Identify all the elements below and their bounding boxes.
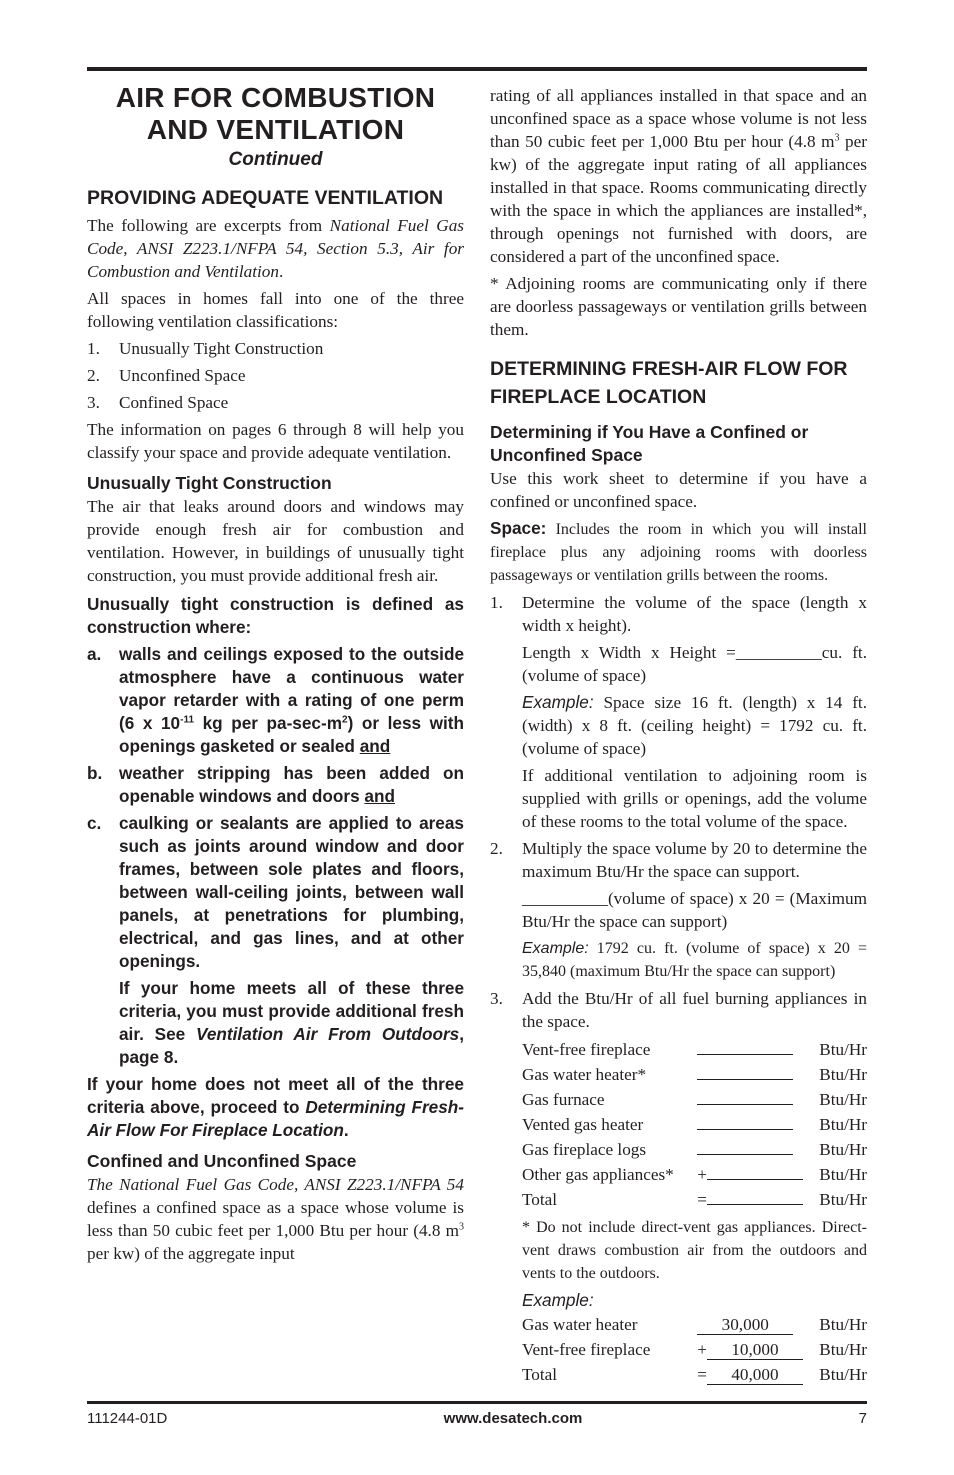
btu-field	[697, 1137, 815, 1162]
btu-field	[697, 1312, 815, 1337]
worksheet-row	[490, 1112, 867, 1137]
code-citation: The National Fuel Gas Code, ANSI Z223.1/NFPA 54	[87, 1175, 464, 1194]
continued-label: Continued	[228, 149, 323, 170]
text: kg per pa-sec-m	[194, 713, 342, 733]
paragraph	[490, 84, 867, 268]
example	[490, 691, 867, 760]
paragraph	[87, 977, 464, 1069]
criteria-a	[87, 643, 464, 758]
list-number: 1.	[87, 339, 100, 358]
text: .	[343, 1120, 349, 1140]
formula: Length x Width x Height =__________cu. ft. (volume of space)	[522, 643, 867, 685]
unit-label: Btu/Hr	[819, 1090, 867, 1109]
example-label: Example:	[522, 692, 594, 712]
list-letter: b.	[87, 763, 103, 783]
appliance-label: Vent-free fireplace	[522, 1340, 651, 1359]
paragraph: All spaces in homes fall into one of the three following ventilation classifications:	[87, 289, 464, 331]
criteria-b	[87, 762, 464, 808]
right-column	[490, 84, 867, 1387]
text: walls and ceilings exposed to the outside atmosphere have a continuous water vapor retarder with a rating of one perm (6 x 10	[119, 644, 464, 733]
title-line: AIR FOR COMBUSTION	[115, 82, 436, 113]
btu-field	[697, 1162, 815, 1187]
unit-label: Btu/Hr	[819, 1315, 867, 1334]
paragraph	[87, 214, 464, 283]
unit-label: Btu/Hr	[819, 1165, 867, 1184]
step-text: Multiply the space volume by 20 to determine the maximum Btu/Hr the space can support.	[522, 839, 867, 881]
btu-field	[697, 1112, 815, 1137]
btu-field	[697, 1037, 815, 1062]
worksheet-row	[490, 1337, 867, 1362]
footnote: * Adjoining rooms are communicating only if there are doorless passageways or ventilation grills between them.	[490, 274, 867, 339]
unit-label: Btu/Hr	[819, 1190, 867, 1209]
space-label: Space:	[490, 518, 547, 538]
superscript: -11	[180, 714, 195, 726]
paragraph: If additional ventilation to adjoining room is supplied with grills or openings, add the volume of these rooms to the total volume of the space.	[522, 766, 867, 831]
appliance-label: Gas water heater*	[522, 1065, 647, 1084]
operator: =	[697, 1365, 707, 1384]
reference: Determining Fresh-Air Flow For Fireplace Location	[87, 1097, 464, 1140]
text: 1792 cu. ft. (volume of space) x 20 = 35,840 (maximum Btu/Hr the space can support)	[522, 940, 867, 980]
section-heading: DETERMINING FRESH-AIR FLOW FOR FIREPLACE LOCATION	[490, 358, 848, 408]
page-title	[87, 82, 464, 146]
appliance-label: Total	[522, 1365, 558, 1384]
unit-label: Btu/Hr	[819, 1115, 867, 1134]
btu-value: 10,000	[707, 1341, 803, 1360]
text: Space size 16 ft. (length) x 14 ft. (width) x 8 ft. (ceiling height) = 1792 cu. ft. (volume of space)	[522, 693, 867, 758]
btu-field	[697, 1087, 815, 1112]
text: per kw) of the aggregate input rating of all appliances installed in that space. Rooms communicating directly with the space in which the appliances are installed*, through openings not furnished with doors, are considered a part of the unconfined space.	[490, 132, 868, 266]
text: .	[278, 262, 284, 281]
example-worksheet	[490, 1312, 867, 1387]
worksheet-row	[490, 1062, 867, 1087]
subheading: Confined and Unconfined Space	[87, 1151, 357, 1171]
example	[490, 937, 867, 983]
criteria-c	[87, 812, 464, 973]
list-text: Unconfined Space	[119, 366, 246, 385]
btu-value	[707, 1179, 803, 1180]
left-column	[87, 82, 464, 1269]
unit-label: Btu/Hr	[819, 1340, 867, 1359]
list-number: 1.	[490, 593, 503, 612]
btu-field	[697, 1062, 815, 1087]
unit-label: Btu/Hr	[819, 1040, 867, 1059]
example-label: Example:	[522, 940, 589, 957]
website-link[interactable]: www.desatech.com	[443, 1410, 583, 1427]
page-number: 7	[858, 1410, 867, 1427]
btu-value: 40,000	[707, 1366, 803, 1385]
text: rating of all appliances installed in that space and an unconfined space as a space whose volume is not less than 50 cubic feet per 1,000 Btu per hour (4.8 m	[490, 86, 867, 151]
unit-label: Btu/Hr	[819, 1065, 867, 1084]
list-letter: c.	[87, 813, 102, 833]
bottom-rule	[87, 1401, 867, 1404]
operator: =	[697, 1190, 707, 1209]
text: per kw) of the aggregate input	[87, 1244, 295, 1263]
appliance-worksheet	[490, 1037, 867, 1212]
list-number: 3.	[490, 989, 503, 1008]
worksheet-row	[490, 1137, 867, 1162]
text: If your home does not meet all of the three criteria above, proceed to	[87, 1074, 464, 1117]
unit-label: Btu/Hr	[819, 1140, 867, 1159]
text: , page 8.	[119, 1024, 464, 1067]
columns	[87, 82, 867, 1387]
footnote: * Do not include direct-vent gas appliances. Direct-vent draws combustion air from the outdoors and vents to the outdoors.	[522, 1219, 867, 1282]
top-rule	[87, 67, 867, 71]
btu-value	[697, 1129, 793, 1130]
paragraph: Unusually tight construction is defined as construction where:	[87, 594, 464, 637]
criteria-text: caulking or sealants are applied to areas such as joints around window and door frames, between sole plates and floors, between wall-ceiling joints, between wall panels, at penetrations for plumbing, electrical, and gas lines, and at other openings.	[119, 813, 464, 971]
appliance-label: Gas furnace	[522, 1090, 605, 1109]
list-item	[87, 391, 464, 414]
appliance-label: Vent-free fireplace	[522, 1040, 651, 1059]
list-item	[87, 337, 464, 360]
criteria-text	[119, 643, 464, 758]
btu-value	[697, 1054, 793, 1055]
text: weather stripping has been added on openable windows and doors	[119, 763, 464, 806]
btu-value	[707, 1204, 803, 1205]
btu-value	[697, 1104, 793, 1105]
text: The following are excerpts from	[87, 216, 330, 235]
criteria-text	[119, 762, 464, 808]
reference: Ventilation Air From Outdoors	[196, 1024, 460, 1044]
list-number: 2.	[490, 839, 503, 858]
worksheet-row	[490, 1162, 867, 1187]
appliance-label: Vented gas heater	[522, 1115, 644, 1134]
subheading: Determining if You Have a Confined or Unconfined Space	[490, 422, 809, 465]
superscript: 2	[342, 714, 348, 726]
paragraph: Use this work sheet to determine if you have a confined or unconfined space.	[490, 469, 867, 511]
appliance-label: Other gas appliances*	[522, 1165, 674, 1184]
btu-value	[697, 1079, 793, 1080]
step-text: Determine the volume of the space (length x width x height).	[522, 593, 867, 635]
text: ) or less with openings gasketed or sealed	[119, 713, 465, 756]
subheading: Unusually Tight Construction	[87, 473, 332, 493]
worksheet-row	[490, 1037, 867, 1062]
appliance-label: Gas water heater	[522, 1315, 638, 1334]
and-underlined: and	[359, 736, 391, 756]
paragraph: The air that leaks around doors and windows may provide enough fresh air for combustion and ventilation. However, in buildings of unusually tight construction, you must provide additional fresh air.	[87, 497, 464, 585]
worksheet-row	[490, 1362, 867, 1387]
btu-field	[697, 1362, 815, 1387]
text: defines a confined space as a space whose volume is less than 50 cubic feet per 1,000 Btu per hour (4.8 m	[87, 1198, 464, 1240]
formula: __________(volume of space) x 20 = (Maximum Btu/Hr the space can support)	[522, 889, 867, 931]
step-3	[490, 987, 867, 1033]
worksheet-row	[490, 1312, 867, 1337]
list-number: 3.	[87, 393, 100, 412]
btu-value: 30,000	[697, 1316, 793, 1335]
unit-label: Btu/Hr	[819, 1365, 867, 1384]
step-1	[490, 591, 867, 637]
list-letter: a.	[87, 644, 102, 664]
appliance-label: Total	[522, 1190, 558, 1209]
btu-value	[697, 1154, 793, 1155]
worksheet-row	[490, 1087, 867, 1112]
footer	[87, 1410, 867, 1428]
section-heading: PROVIDING ADEQUATE VENTILATION	[87, 187, 444, 209]
btu-field	[697, 1337, 815, 1362]
paragraph: The information on pages 6 through 8 will help you classify your space and provide adequate ventilation.	[87, 420, 464, 462]
btu-field	[697, 1187, 815, 1212]
title-line: AND VENTILATION	[146, 114, 405, 145]
example-label: Example:	[522, 1290, 594, 1310]
paragraph	[490, 517, 867, 587]
text: Includes the room in which you will install fireplace plus any adjoining rooms with doorless passageways or ventilation grills between the rooms.	[490, 521, 867, 584]
step-2	[490, 837, 867, 883]
superscript: 3	[834, 132, 840, 144]
operator: +	[697, 1165, 707, 1184]
paragraph	[87, 1073, 464, 1142]
superscript: 3	[459, 1221, 464, 1233]
list-text: Unusually Tight Construction	[119, 339, 324, 358]
and-underlined: and	[364, 786, 395, 806]
operator: +	[697, 1340, 707, 1359]
list-text: Confined Space	[119, 393, 229, 412]
text: If your home meets all of these three criteria, you must provide additional fresh air. See	[119, 978, 464, 1044]
list-number: 2.	[87, 366, 100, 385]
step-text: Add the Btu/Hr of all fuel burning appliances in the space.	[522, 989, 867, 1031]
list-item	[87, 364, 464, 387]
worksheet-row	[490, 1187, 867, 1212]
doc-number: 111244-01D	[87, 1410, 168, 1427]
paragraph	[87, 1173, 464, 1265]
code-citation: National Fuel Gas Code, ANSI Z223.1/NFPA 54, Section 5.3, Air for Combustion and Ventilation	[87, 216, 464, 281]
appliance-label: Gas fireplace logs	[522, 1140, 647, 1159]
